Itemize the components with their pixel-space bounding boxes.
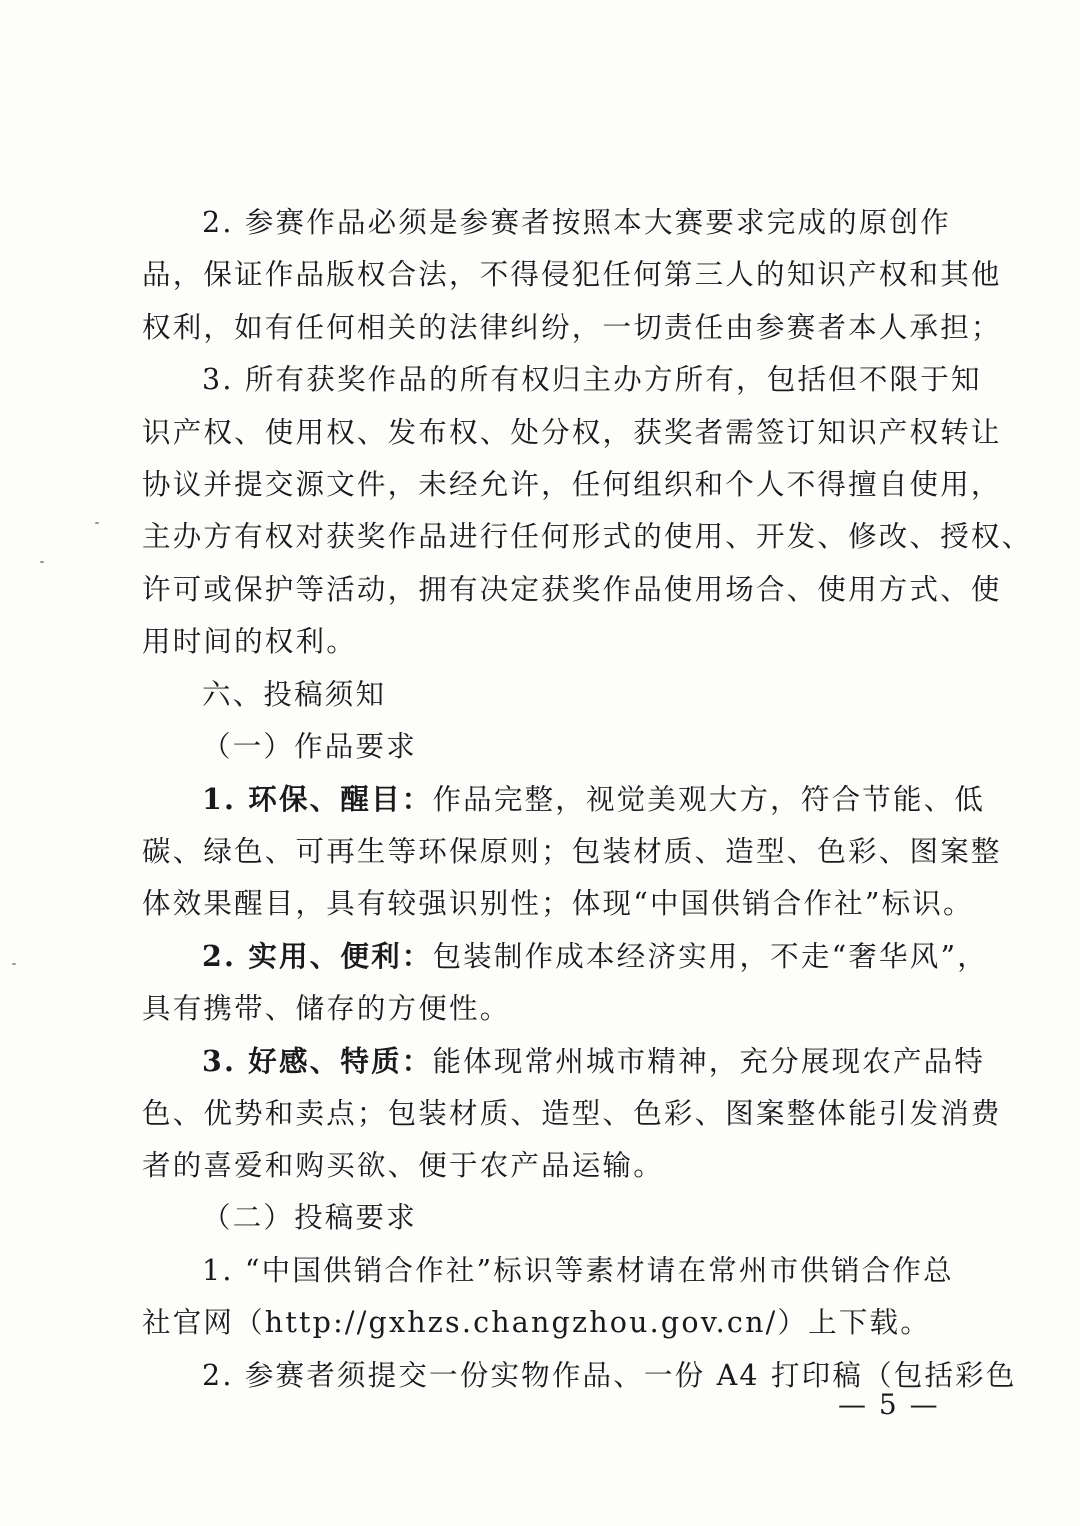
paragraph-line: 主办方有权对获奖作品进行任何形式的使用、开发、修改、授权、 xyxy=(142,520,1033,554)
paragraph-line: 用时间的权利。 xyxy=(142,625,357,659)
item-label: 2. 实用、便利： xyxy=(202,939,433,974)
paragraph-line: 识产权、使用权、发布权、处分权，获奖者需签订知识产权转让 xyxy=(142,415,1002,449)
list-item xyxy=(142,1035,986,1087)
paragraph-line: 具有携带、储存的方便性。 xyxy=(142,991,511,1025)
section-heading: 六、投稿须知 xyxy=(202,677,387,711)
paragraph-line: 色、优势和卖点；包装材质、造型、色彩、图案整体能引发消费 xyxy=(142,1096,1002,1130)
paragraph-line: 社官网（http://gxhzs.changzhou.gov.cn/）上下载。 xyxy=(142,1306,931,1340)
item-text: 作品完整，视觉美观大方，符合节能、低 xyxy=(432,783,986,817)
document-body xyxy=(142,197,1033,1402)
paragraph-line: 体效果醒目，具有较强识别性；体现“中国供销合作社”标识。 xyxy=(142,887,974,921)
paragraph-line: 碳、绿色、可再生等环保原则；包装材质、造型、色彩、图案整 xyxy=(142,834,1002,868)
scan-speck xyxy=(95,522,99,524)
list-item xyxy=(142,773,986,825)
item-text: 能体现常州城市精神，充分展现农产品特 xyxy=(432,1045,986,1079)
page-number: — 5 — xyxy=(838,1388,940,1421)
scan-speck xyxy=(12,963,16,965)
paragraph-line: 协议并提交源文件，未经允许，任何组织和个人不得擅自使用， xyxy=(142,467,1002,501)
paragraph-line: 2. 参赛者须提交一份实物作品、一份 A4 打印稿（包括彩色 xyxy=(202,1358,1017,1392)
paragraph-line: 权利，如有任何相关的法律纠纷，一切责任由参赛者本人承担； xyxy=(142,310,1002,344)
list-item xyxy=(142,930,988,982)
paragraph-line: 许可或保护等活动，拥有决定获奖作品使用场合、使用方式、使 xyxy=(142,572,1002,606)
subheading: （一）作品要求 xyxy=(202,729,417,763)
paragraph-line: 3. 所有获奖作品的所有权归主办方所有，包括但不限于知 xyxy=(202,363,982,397)
subheading: （二）投稿要求 xyxy=(202,1201,417,1235)
item-text: 包装制作成本经济实用，不走“奢华风”， xyxy=(432,940,988,974)
item-label: 3. 好感、特质： xyxy=(202,1044,433,1079)
paragraph-line: 品，保证作品版权合法，不得侵犯任何第三人的知识产权和其他 xyxy=(142,258,1002,292)
item-label: 1. 环保、醒目： xyxy=(202,782,433,817)
paragraph-line: 1. “中国供销合作社”标识等素材请在常州市供销合作总 xyxy=(202,1253,954,1287)
scan-speck xyxy=(40,561,44,563)
paragraph-line: 者的喜爱和购买欲、便于农产品运输。 xyxy=(142,1149,664,1183)
paragraph-line: 2. 参赛作品必须是参赛者按照本大赛要求完成的原创作 xyxy=(202,206,951,239)
